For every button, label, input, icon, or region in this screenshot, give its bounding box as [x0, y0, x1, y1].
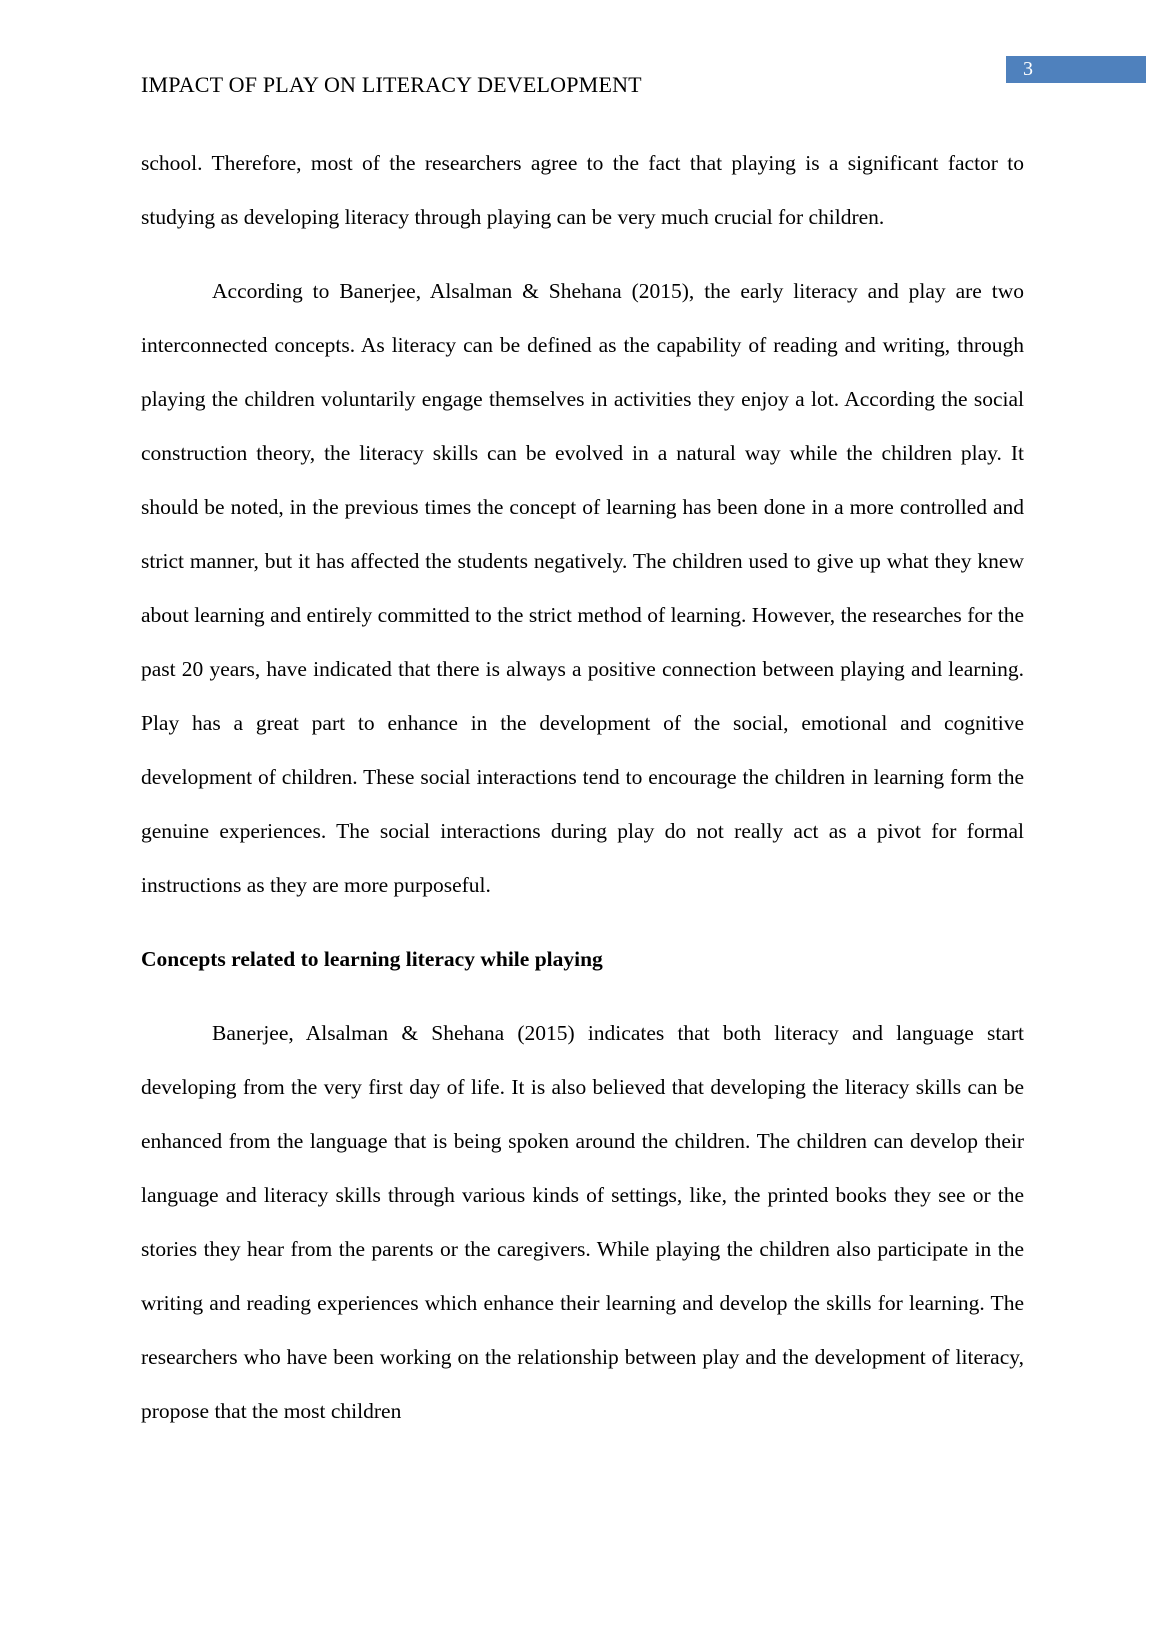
paragraph-play-and-literacy: According to Banerjee, Alsalman & Shehana (2015), the early literacy and play are two interconnected concepts. As literacy can be defined as the capability of reading and writing, through playing the children voluntarily engage themselves in activities they enjoy a lot. According the social construction theory, the literacy skills can be evolved in a natural way while the children play. It should be noted, in the previous times the concept of learning has been done in a more controlled and strict manner, but it has affected the students negatively. The children used to give up what they knew about learning and entirely committed to the strict method of learning. However, the researches for the past 20 years, have indicated that there is always a positive connection between playing and learning. Play has a great part to enhance in the development of the social, emotional and cognitive development of children. These social interactions tend to encourage the children in learning form the genuine experiences. The social interactions during play do not really act as a pivot for formal instructions as they are more purposeful.	[141, 279, 1024, 897]
running-head: IMPACT OF PLAY ON LITERACY DEVELOPMENT	[141, 72, 642, 97]
paragraph-concepts: Banerjee, Alsalman & Shehana (2015) indicates that both literacy and language start developing from the very first day of life. It is also believed that developing the literacy skills can be enhanced from the language that is being spoken around the children. The children can develop their language and literacy skills through various kinds of settings, like, the printed books they see or the stories they hear from the parents or the caregivers. While playing the children also participate in the writing and reading experiences which enhance their learning and develop the skills for learning. The researchers who have been working on the relationship between play and the development of literacy, propose that the most children	[141, 1021, 1024, 1423]
section-heading: Concepts related to learning literacy while playing	[141, 947, 603, 971]
paragraph-continued: school. Therefore, most of the researchers agree to the fact that playing is a significant factor to studying as developing literacy through playing can be very much crucial for children.	[141, 151, 1024, 229]
page-number: 3	[1006, 56, 1146, 83]
document-body	[141, 136, 1024, 1458]
